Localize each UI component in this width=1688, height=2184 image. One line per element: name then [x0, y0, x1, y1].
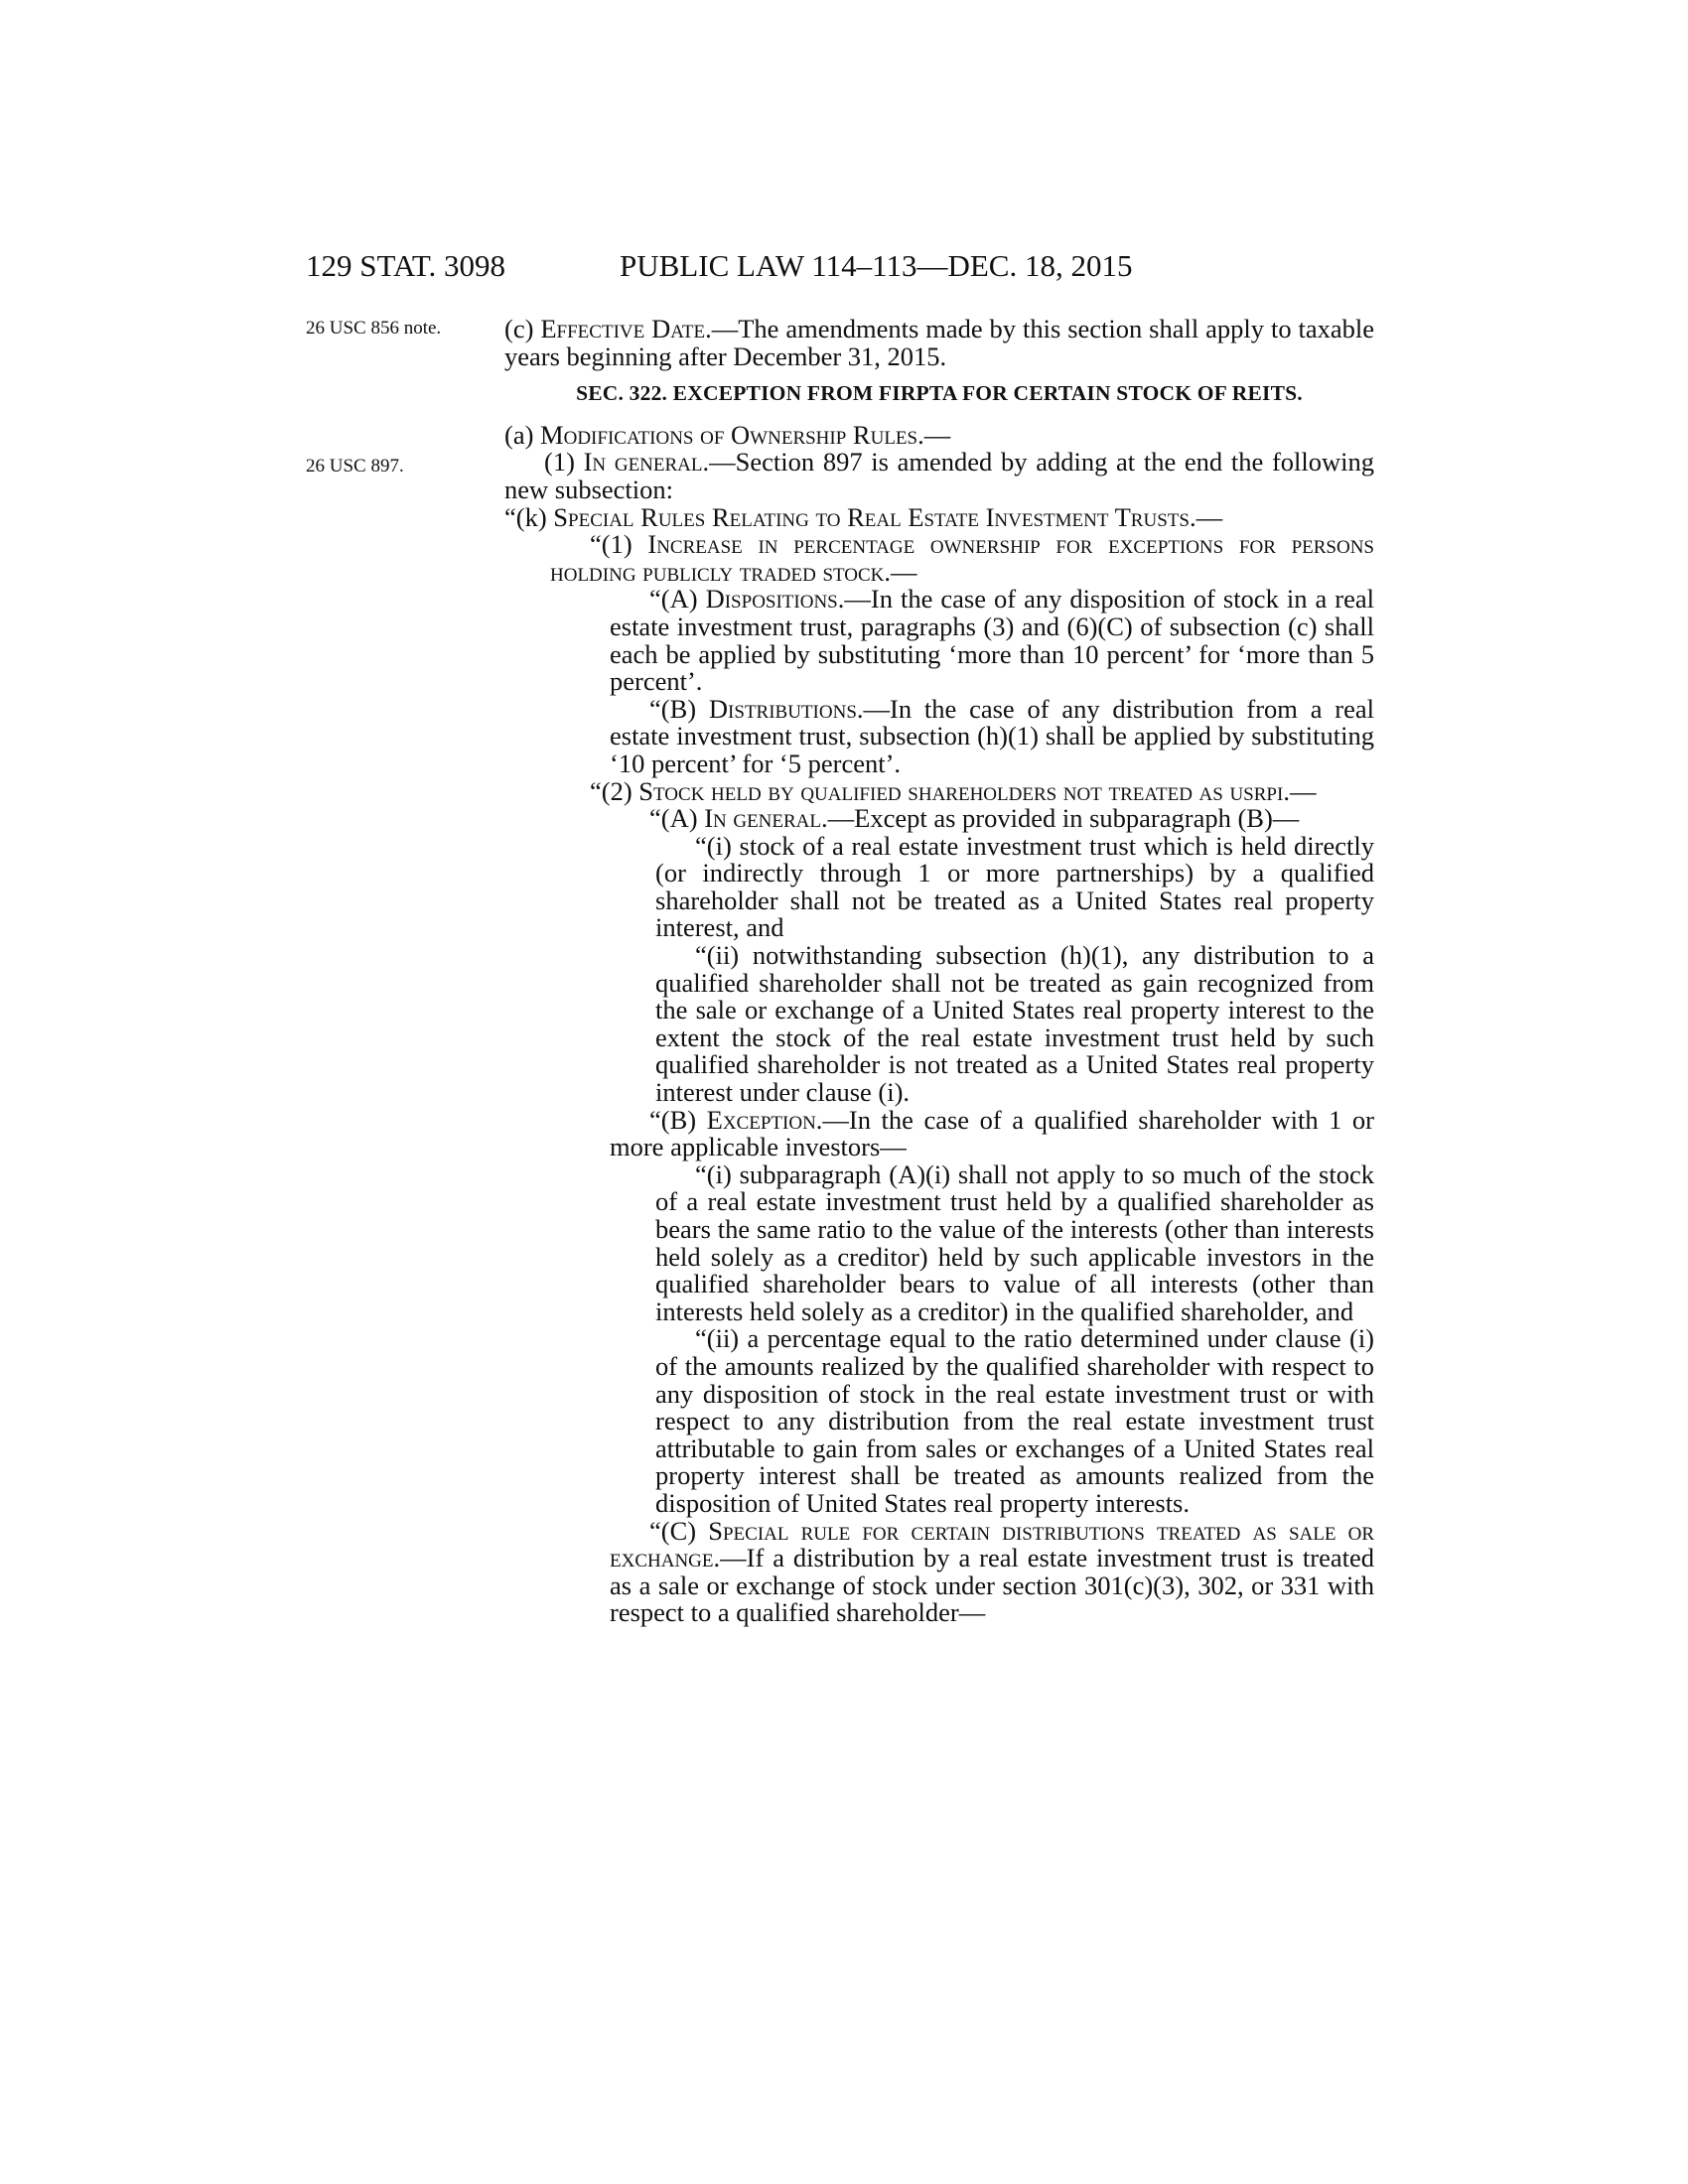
paragraph-text: notwithstanding subsection (h)(1), any distribution to a qualified shareholder shall not be treated as gain recognized from the sale or exchange of a United States real property interest to the extent the stock of the real estate investment trust held by such qualified shareholder is not treated as a United States real property interest under clause (i). [655, 940, 1375, 1108]
paragraph-k-1-a [610, 586, 1374, 695]
clause-k-2-a-ii [655, 942, 1374, 1107]
paragraph-text: .—If a distribution by a real estate investment trust is treated as a sale or exchange of stock under section 301(c)(3), 302, or 331 with respect to a qualified shareholder— [610, 1543, 1374, 1628]
running-head: PUBLIC LAW 114–113—DEC. 18, 2015 [620, 248, 1133, 283]
paragraph-k-2 [550, 775, 1374, 806]
paragraph-caption: Increase in percentage ownership for exceptions for persons holding publicly traded stock [550, 529, 1374, 587]
margin-note-usc-856: 26 USC 856 note. [306, 318, 442, 339]
paragraph-text: .— [1189, 501, 1223, 532]
paragraph-caption: Special rule for certain distributions treated as sale or exchange [610, 1515, 1374, 1573]
clause-k-2-b-i [655, 1161, 1374, 1326]
paragraph-text: subparagraph (A)(i) shall not apply to so much of the stock of a real estate investment trust held by a qualified shareholder as bears the same ratio to the value of the interests (other than interests held solely as a creditor) held by such applicable investors in the qualified shareholder bears to value of all interests (other than interests held solely as a creditor) in the qualified shareholder, and [655, 1159, 1374, 1326]
paragraph-marker: (a) [504, 419, 534, 450]
paragraph-a [504, 419, 1374, 450]
paragraph-marker: “(ii) [695, 1323, 740, 1354]
paragraph-effective-date [504, 316, 1374, 370]
paragraph-marker: “(A) [649, 803, 698, 834]
paragraph-caption: Exception [706, 1104, 816, 1135]
paragraph-k-1 [550, 531, 1374, 586]
paragraph-caption: Distributions [708, 693, 857, 724]
paragraph-text: .— [917, 419, 951, 450]
clause-k-2-a-i [655, 830, 1374, 943]
paragraph-marker: “(B) [649, 693, 697, 724]
paragraph-marker: “(C) [649, 1515, 697, 1546]
paragraph-marker: “(1) [590, 529, 633, 560]
paragraph-1 [504, 449, 1374, 503]
paragraph-text: a percentage equal to the ratio determined under clause (i) of the amounts realized by the qualified shareholder with respect to any disposition of stock in the real estate investment trust or with respect to any distribution from the real estate investment trust attributable to gain from sales or exchanges of a United States real property interest shall be treated as amounts realized from the disposition of United States real property interests. [655, 1323, 1375, 1518]
paragraph-text: .—The amendments made by this section shall apply to taxable years beginning after December 31, 2015. [504, 314, 1375, 371]
paragraph-marker: “(A) [649, 584, 698, 614]
paragraph-marker: “(i) [695, 1159, 732, 1189]
paragraph-text: .—In the case of a qualified shareholder with 1 or more applicable investors— [610, 1104, 1375, 1162]
paragraph-k [504, 501, 1374, 532]
document-body [504, 316, 1374, 1627]
paragraph-text: stock of a real estate investment trust which is held directly (or indirectly through 1 or more partnerships) by a qualified shareholder shall not be treated as a United States real property interest, and [655, 830, 1374, 943]
paragraph-caption: Effective Date [540, 314, 706, 343]
paragraph-marker: “(ii) [695, 940, 740, 971]
paragraph-k-2-a [610, 805, 1374, 833]
paragraph-text: .—In the case of any distribution from a real estate investment trust, subsection (h)(1) shall be applied by substituting ‘10 percent’ for ‘5 percent’. [610, 693, 1375, 778]
paragraph-k-2-b [610, 1104, 1375, 1162]
statute-page-number: 129 STAT. 3098 [306, 248, 506, 283]
paragraph-caption: Modifications of Ownership Rules [540, 419, 918, 450]
section-heading: SEC. 322. EXCEPTION FROM FIRPTA FOR CERTAIN STOCK OF REITS. [576, 381, 1303, 406]
paragraph-caption: Dispositions [705, 584, 838, 614]
paragraph-text: .—Section 897 is amended by adding at the end the following new subsection: [504, 447, 1375, 504]
paragraph-marker: “(k) [504, 501, 547, 532]
paragraph-text: .—Except as provided in subparagraph (B)— [821, 803, 1300, 834]
paragraph-text: .— [884, 556, 917, 587]
clause-k-2-b-ii [655, 1325, 1374, 1517]
paragraph-marker: (1) [544, 447, 575, 478]
paragraph-marker: “(2) [590, 775, 633, 806]
paragraph-marker: “(i) [695, 830, 732, 861]
paragraph-marker: (c) [504, 314, 534, 343]
margin-note-usc-897: 26 USC 897. [306, 456, 404, 477]
paragraph-caption: In general [583, 447, 703, 478]
paragraph-caption: Stock held by qualified shareholders not treated as usrpi [638, 775, 1284, 806]
paragraph-marker: “(B) [649, 1104, 697, 1135]
paragraph-text: .— [1283, 775, 1317, 806]
paragraph-k-1-b [610, 693, 1375, 778]
paragraph-k-2-c [610, 1515, 1374, 1628]
paragraph-caption: In general [704, 803, 822, 834]
paragraph-caption: Special Rules Relating to Real Estate Investment Trusts [553, 501, 1190, 532]
paragraph-text: .—In the case of any disposition of stock in a real estate investment trust, paragraphs (3) and (6)(C) of subsection (c) shall each be applied by substituting ‘more than 10 percent’ for ‘more than 5 percent’. [610, 584, 1374, 697]
